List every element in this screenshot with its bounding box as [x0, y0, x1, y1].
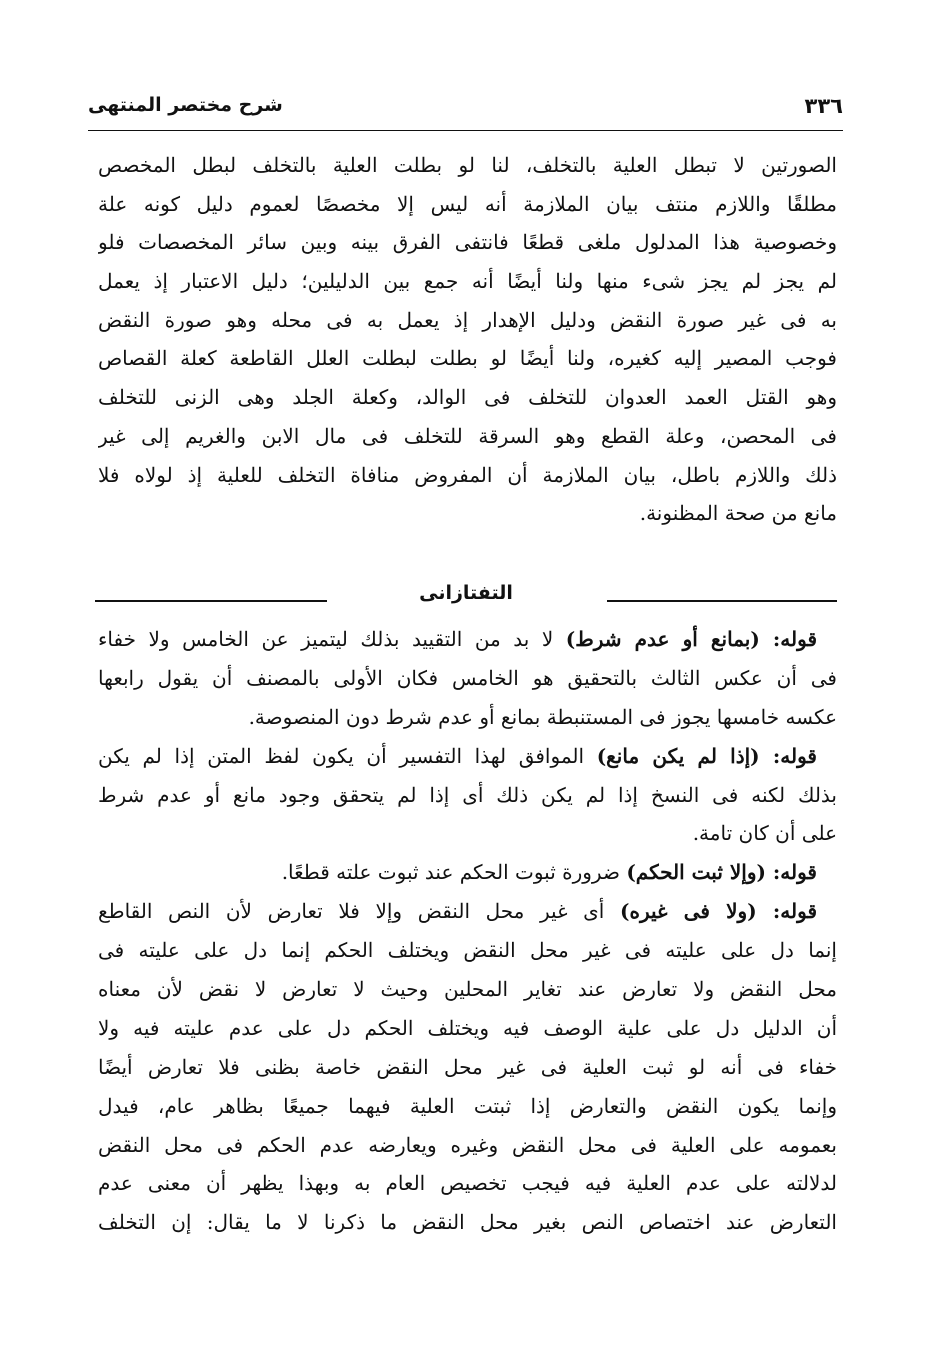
page-header: [88, 90, 843, 130]
commentary-line: [98, 892, 837, 931]
quote-text: الموافق لهذا التفسير أن يكون لفظ المتن إذا لم يكن: [98, 743, 597, 768]
section-label: التفتازانى: [419, 582, 513, 604]
commentary-line: بعمومه على العلية فى محل النقض وغيره ويعارضه عدم الحكم فى محل النقض: [98, 1132, 837, 1157]
text-line: الصورتين لا تبطل العلية بالتخلف، لنا لو بطلت العلية بالتخلف لبطل المخصص: [98, 153, 837, 177]
commentary-line: خفاء فى أنه لو ثبت العلية فى غير محل النقض خاصة بظنى فلا تعارض أيضًا: [98, 1054, 837, 1079]
quote-text: ضرورة ثبوت الحكم عند ثبوت علته قطعًا.: [281, 860, 627, 885]
commentary-line: بذلك لكنه فى النسخ إذا لم يكن ذلك أى إذا لم يتحقق وجود مانع أو عدم شرط: [98, 782, 837, 807]
commentary-line: [98, 620, 837, 659]
commentary-text: [98, 620, 837, 1242]
text-line: لم يجز لم يجز شىء منها ولنا أيضًا أنه جمع بين الدليلين؛ دليل الاعتبار إذ يعمل: [98, 269, 837, 294]
text-line: مطلقًا واللازم منتف بيان الملازمة أنه ليس إلا مخصصًا لعموم دليل كونه علة: [98, 191, 837, 216]
commentary-line: التعارض عند اختصاص النص بغير محل النقض ما ذكرنا لا ما يقال: إن التخلف: [98, 1210, 837, 1235]
commentary-line: [98, 737, 837, 776]
quote-lead: قوله: (وإلا ثبت الحكم): [626, 860, 817, 885]
commentary-line: [98, 853, 837, 892]
text-line: فى المحصن، وعلة القطع وهو السرقة للتخلف فى مال الابن والغريم إلى غير: [98, 423, 837, 448]
text-line: به فى غير صورة النقض ودليل الإهدار إذ يعمل به فى محله وهو صورة النقض: [98, 307, 837, 332]
quote-text: لا بد من التقييد بذلك ليتميز عن الخامس ولا خفاء: [98, 627, 566, 651]
commentary-line: أن الدليل دل على علية الوصف فيه ويختلف الحكم دل على عدم عليته فيه ولا: [98, 1015, 837, 1040]
commentary-line: لدلالته على عدم العلية فيه فيجب تخصيص العام به وبهذا يظهر أن معنى عدم: [98, 1171, 837, 1196]
divider-rule-left: [95, 600, 327, 602]
quote-lead: قوله: (ولا فى غيره): [620, 899, 817, 924]
commentary-line: فى أن عكس الثالث بالتحقيق هو الخامس فكان الأولى بالمصنف أن يقول رابعها: [98, 665, 837, 690]
main-text: [98, 146, 837, 533]
quote-lead: قوله: (إذا لم يكن مانع): [596, 743, 817, 768]
section-divider: [95, 578, 837, 618]
quote-text: أى غير محل النقض وإلا فلا تعارض لأن النص القاطع: [98, 899, 620, 924]
header-rule: [88, 130, 843, 131]
text-line: وخصوصية هذا المدلول ملغى قطعًا فانتفى الفرق بينه وبين سائر المخصصات فلو: [98, 230, 837, 255]
quote-lead: قوله: (بمانع أو عدم شرط): [565, 627, 817, 651]
commentary-line: عكسه خامسها يجوز فى المستنبطة بمانع أو عدم شرط دون المنصوصة.: [248, 704, 837, 729]
commentary-line: وإنما يكون النقض والتعارض إذا ثبتت العلية فيهما جميعًا بظاهر عام، فيدل: [98, 1093, 837, 1118]
text-line: وهو القتل العمد العدوان للتخلف فى الوالد، وكعلة الجلد وهى الزنى للتخلف: [98, 385, 837, 410]
commentary-line: إنما دل على عليته فى غير محل النقض ويختلف الحكم إنما دل على عليته فى: [98, 938, 837, 963]
page-number: ٣٣٦: [804, 94, 843, 118]
running-title: شرح مختصر المنتهى: [88, 94, 283, 116]
commentary-line: محل النقض ولا تعارض عند تغاير المحلين وحيث لا تعارض لا نقض لأن معناه: [98, 977, 837, 1002]
text-line: فوجب المصير إليه كغيره، ولنا أيضًا لو بطلت لبطلت العلل القاطعة كعلة القصاص: [98, 346, 837, 371]
text-line: ذلك واللازم باطل، بيان الملازمة أن المفروض منافاة التخلف للعلية إذ لولاه فلا: [98, 462, 837, 487]
commentary-line: على أن كان تامة.: [692, 821, 837, 846]
text-line: مانع من صحة المظنونة.: [639, 501, 837, 526]
